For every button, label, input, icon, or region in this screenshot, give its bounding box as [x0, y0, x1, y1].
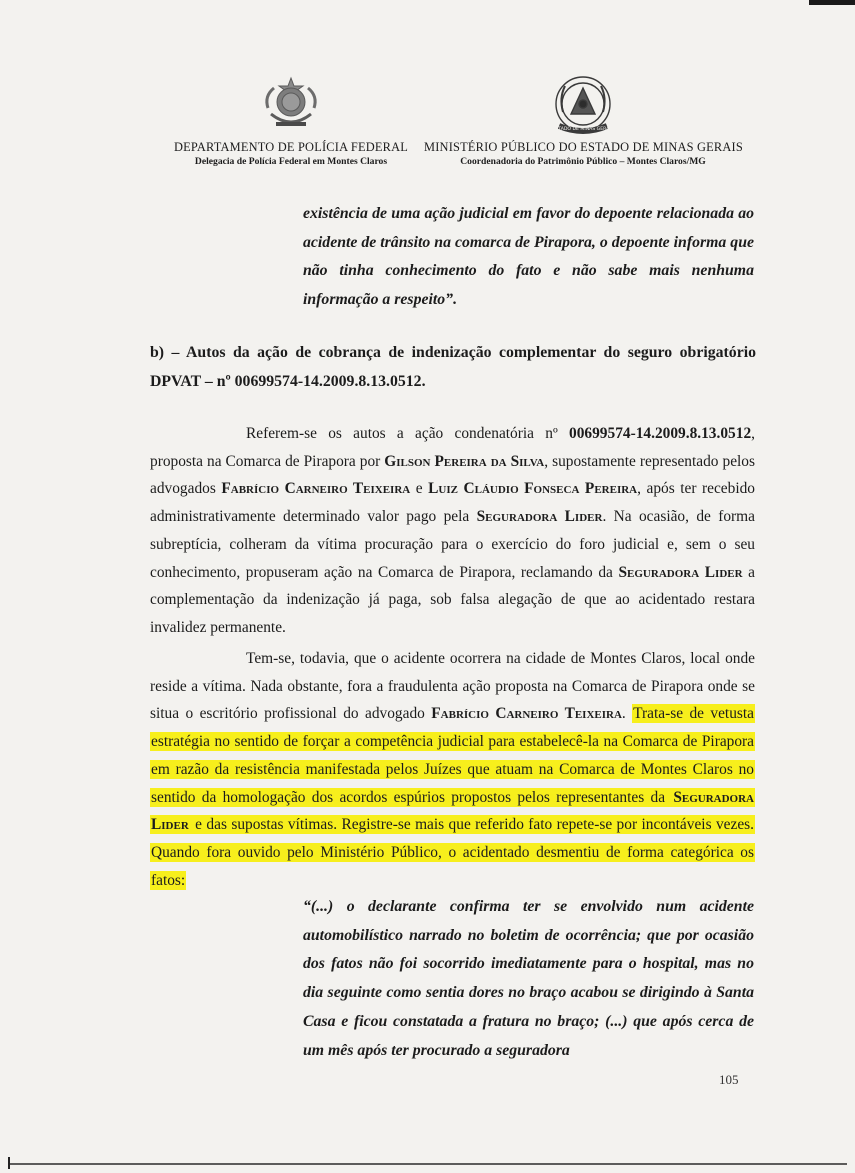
page-number: 105	[719, 1072, 739, 1087]
header-left	[160, 74, 422, 167]
minas-gerais-coat-of-arms-icon	[545, 74, 621, 136]
process-number: 00699574-14.2009.8.13.0512	[569, 425, 752, 442]
paragraph-1: Referem-se os autos a ação condenatória nº 00699574-14.2009.8.13.0512, proposta na Comarca de Pirapora por Gilson Pereira da Silva, supostamente representado pelos advogados Fabrício Carneiro Teixeira e Luiz Cláudio Fonseca Pereira, após ter recebido administrativamente determinado valor pago pela Seguradora Lider. Na ocasião, de forma subreptícia, colheram da vítima procuração para o exercício do foro judicial e, sem o seu conhecimento, propuseram ação na Comarca de Pirapora, reclamando da Seguradora Lider a complementação da indenização já paga, sob falsa alegação de que ao acidentado restara invalidez permanente.	[150, 425, 755, 636]
quote-top: existência de uma ação judicial em favor do depoente relacionada ao acidente de trânsito na comarca de Pirapora, o depoente informa que não tinha conhecimento do fato e não sabe mais nenhuma informação a respeito”.	[303, 205, 754, 309]
scan-artifact-tick	[8, 1157, 10, 1169]
emblem-banner-text: ESTADO DE MINAS GERAIS	[552, 127, 614, 132]
highlighted-insurer-name: Seguradora Lider	[151, 788, 754, 834]
department-sub-right: Coordenadoria do Patrimônio Público – Montes Claros/MG	[460, 156, 706, 167]
plaintiff-name: Gilson Pereira da Silva	[384, 452, 545, 470]
scan-artifact-top	[809, 0, 855, 5]
brazil-coat-of-arms-icon	[254, 74, 328, 136]
insurer-name: Seguradora Lider	[476, 508, 603, 526]
lawyer-name: Fabrício Carneiro Teixeira	[221, 480, 411, 498]
highlighted-text: Trata-se de vetusta estratégia no sentido de forçar a competência judicial para estabelecê-la na Comarca de Pirapora em razão da resistência manifestada pelos Juízes que atuam na Comarca de Montes Claros no sentido da homologação dos acordos espúrios propostos pelos representantes da	[151, 705, 754, 806]
lawyer-name: Fabrício Carneiro Teixeira	[431, 705, 622, 723]
paragraph-2: Tem-se, todavia, que o acidente ocorrera na cidade de Montes Claros, local onde reside a vítima. Nada obstante, fora a fraudulenta ação proposta na Comarca de Pirapora onde se situa o escritório profissional do advogado Fabrício Carneiro Teixeira. Trata-se de vetusta estratégia no sentido de forçar a competência judicial para estabelecê-la na Comarca de Pirapora em razão da resistência manifestada pelos Juízes que atuam na Comarca de Montes Claros no sentido da homologação dos acordos espúrios propostos pelos representantes da Seguradora Lider e das supostas vítimas. Registre-se mais que referido fato repete-se por incontáveis vezes. Quando fora ouvido pelo Ministério Público, o acidentado desmentiu de forma categórica os fatos:	[150, 650, 755, 889]
department-sub-left: Delegacia de Polícia Federal em Montes Claros	[194, 156, 388, 167]
department-name-left: DEPARTAMENTO DE POLÍCIA FEDERAL	[173, 140, 409, 154]
section-heading-b: b) – Autos da ação de cobrança de indenização complementar do seguro obrigatório DPVAT – nº 00699574-14.2009.8.13.0512.	[150, 344, 756, 390]
lawyer-name: Luiz Cláudio Fonseca Pereira	[428, 480, 638, 498]
quote-bottom: “(...) o declarante confirma ter se envolvido num acidente automobilístico narrado no boletim de ocorrência; que por ocasião dos fatos não foi socorrido imediatamente para o hospital, mas no dia seguinte como sentia dores no braço acabou se dirigindo à Santa Casa e ficou constatada a fratura no braço; (...) que após cerca de um mês após ter procurado a seguradora	[303, 898, 754, 1059]
department-name-right: MINISTÉRIO PÚBLICO DO ESTADO DE MINAS GERAIS	[424, 140, 743, 154]
scan-artifact-bottom-line	[8, 1163, 847, 1165]
header-right	[424, 74, 742, 167]
highlighted-text: e das supostas vítimas. Registre-se mais que referido fato repete-se por incontáveis vezes. Quando fora ouvido pelo Ministério Público, o acidentado desmentiu de forma categórica os fatos:	[151, 816, 754, 889]
insurer-name: Seguradora Lider	[618, 563, 743, 581]
